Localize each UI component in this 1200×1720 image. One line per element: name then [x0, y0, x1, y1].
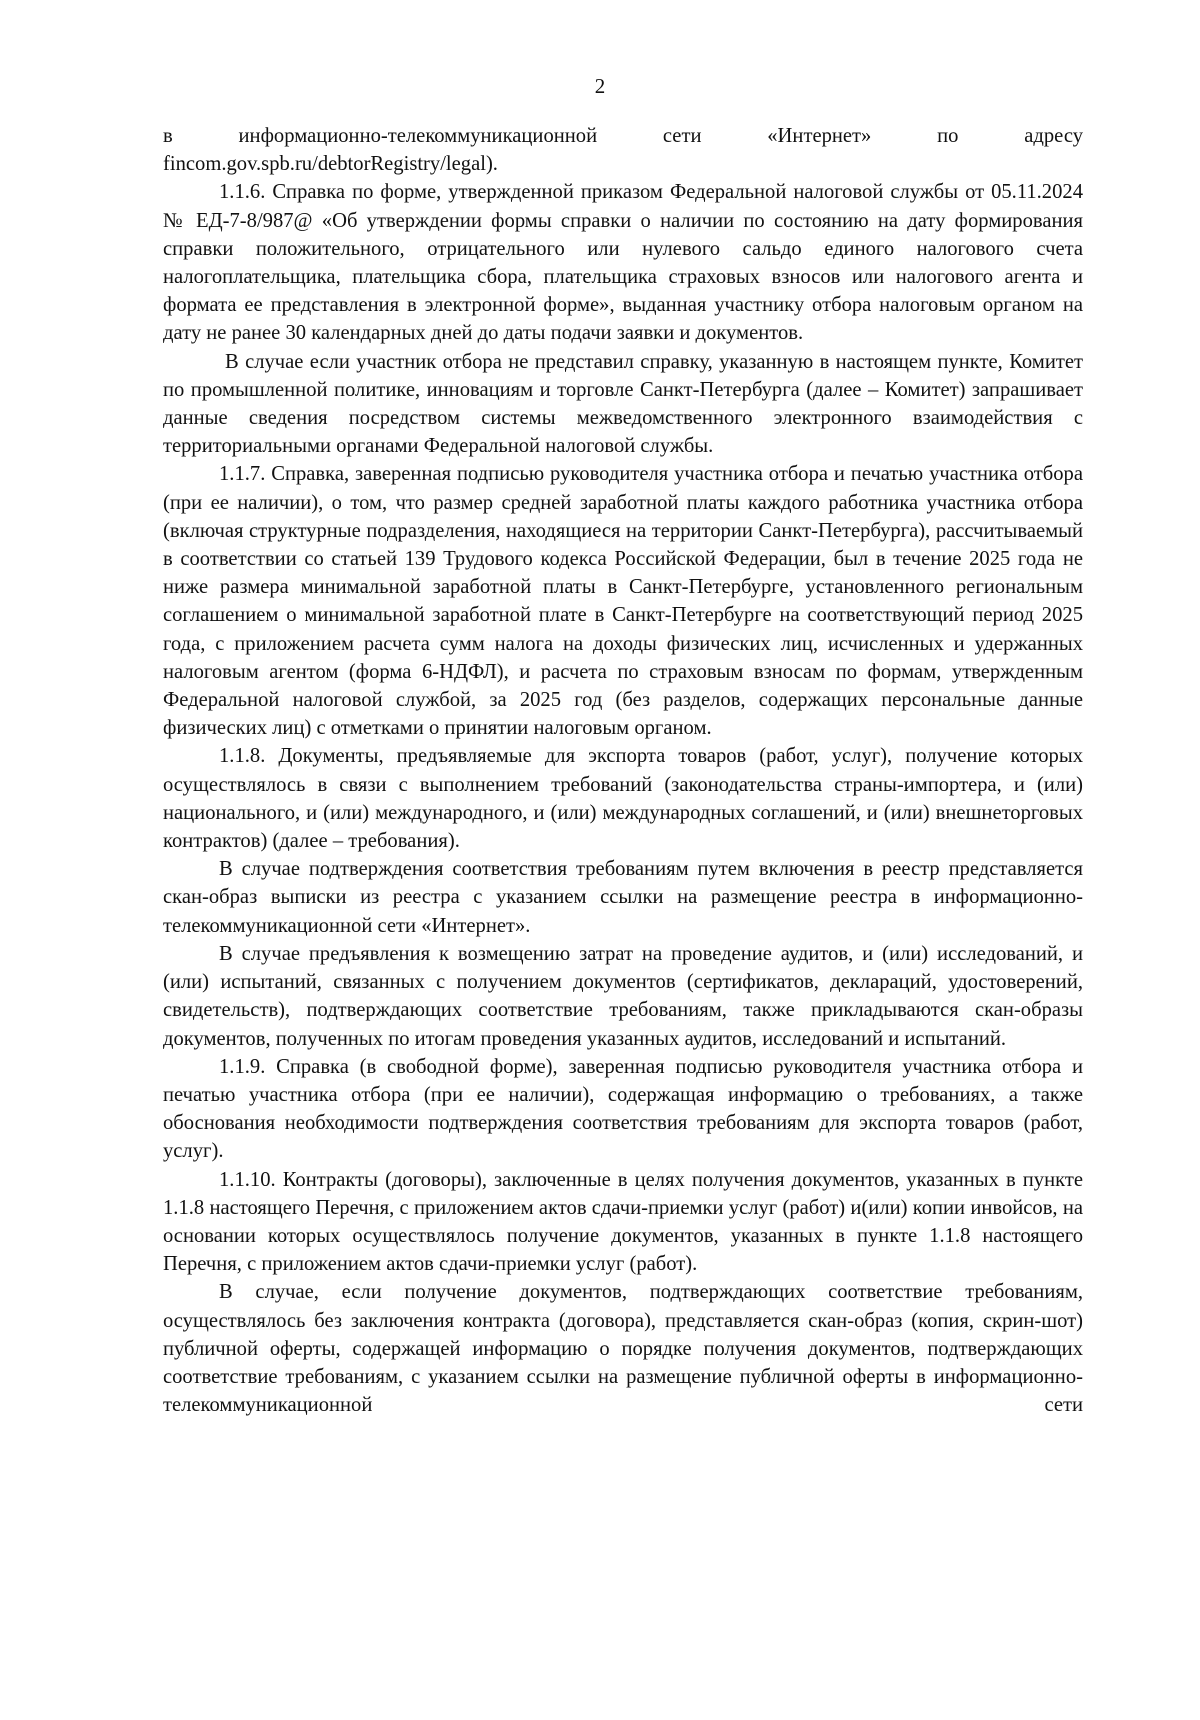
paragraph-1-1-8: 1.1.8. Документы, предъявляемые для экспорта товаров (работ, услуг), получение которых осуществлялось в связи с выполнением требований (законодательства страны-импортера, и (или) национального, и (или) международного, и (или) международных соглашений, и (или) внешнеторговых контрактов) (далее – требования). — [163, 745, 1083, 853]
paragraph-registry: В случае подтверждения соответствия требованиям путем включения в реестр представляется скан-образ выписки из реестра с указанием ссылки на размещение реестра в информационно-телекоммуникационной сети «Интернет». — [163, 858, 1083, 937]
document-body — [163, 122, 1083, 1419]
page-number: 2 — [594, 74, 606, 98]
paragraph-audits: В случае предъявления к возмещению затрат на проведение аудитов, и (или) исследований, и (или) испытаний, связанных с получением документов (сертификатов, деклараций, удостоверений, свидетельств), подтверждающих соответствие требованиям, также прикладываются скан-образы документов, полученных по итогам проведения указанных аудитов, исследований и испытаний. — [163, 942, 1083, 1050]
paragraph-1-1-6: 1.1.6. Справка по форме, утвержденной приказом Федеральной налоговой службы от 05.11.2024 № ЕД-7-8/987@ «Об утверждении формы справки о наличии по состоянию на дату формирования справки положительного, отрицательного или нулевого сальдо единого налогового счета налогоплательщика, плательщика сбора, плательщика страховых взносов или налогового агента и формата ее представления в электронной форме», выданная участнику отбора налоговым органом на дату не ранее 30 календарных дней до даты подачи заявки и документов. — [163, 181, 1083, 345]
paragraph-public-offer: В случае, если получение документов, подтверждающих соответствие требованиям, осуществлялось без заключения контракта (договора), представляется скан-образ (копия, скрин-шот) публичной оферты, содержащей информацию о порядке получения документов, подтверждающих соответствие требованиям, с указанием ссылки на размещение публичной оферты в информационно-телекоммуникационной сети — [163, 1281, 1083, 1417]
paragraph-continuation: в информационно-телекоммуникационной сети «Интернет» по адресу fincom.gov.spb.ru/debtorRegistry/legal). — [163, 125, 1083, 176]
paragraph-1-1-10: 1.1.10. Контракты (договоры), заключенные в целях получения документов, указанных в пункте 1.1.8 настоящего Перечня, с приложением актов сдачи-приемки услуг (работ) и(или) копии инвойсов, на основании которых осуществлялось получение документов, указанных в пункте 1.1.8 настоящего Перечня, с приложением актов сдачи-приемки услуг (работ). — [163, 1168, 1083, 1276]
paragraph-tax-request: В случае если участник отбора не представил справку, указанную в настоящем пункте, Комитет по промышленной политике, инновациям и торговле Санкт-Петербурга (далее – Комитет) запрашивает данные сведения посредством системы межведомственного электронного взаимодействия с территориальными органами Федеральной налоговой службы. — [163, 350, 1083, 458]
paragraph-1-1-7: 1.1.7. Справка, заверенная подписью руководителя участника отбора и печатью участника отбора (при ее наличии), о том, что размер средней заработной платы каждого работника участника отбора (включая структурные подразделения, находящиеся на территории Санкт-Петербурга), рассчитываемый в соответствии со статьей 139 Трудового кодекса Российской Федерации, был в течение 2025 года не ниже размера минимальной заработной платы в Санкт-Петербурге, установленного региональным соглашением о минимальной заработной плате в Санкт-Петербурге на соответствующий период 2025 года, с приложением расчета сумм налога на доходы физических лиц, исчисленных и удержанных налоговым агентом (форма 6-НДФЛ), и расчета по страховым взносам по формам, утвержденным Федеральной налоговой службой, за 2025 год (без разделов, содержащих персональные данные физических лиц) с отметками о принятии налоговым органом. — [163, 463, 1083, 740]
paragraph-1-1-9: 1.1.9. Справка (в свободной форме), заверенная подписью руководителя участника отбора и печатью участника отбора (при ее наличии), содержащая информацию о требованиях, а также обоснования необходимости подтверждения соответствия требованиям для экспорта товаров (работ, услуг). — [163, 1055, 1083, 1163]
